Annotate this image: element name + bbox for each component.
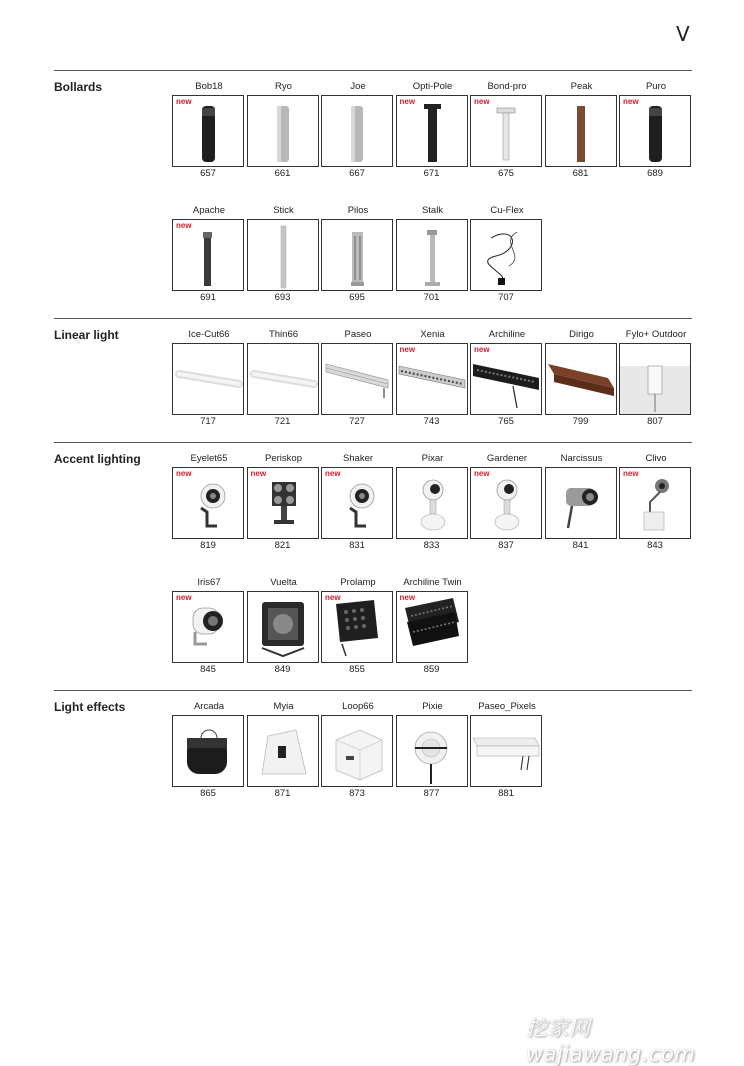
section-title: Accent lighting [54,452,141,466]
product-page-number: 657 [200,168,216,179]
product-page-number: 877 [423,788,440,799]
product-page-number: 689 [647,168,663,179]
product-card[interactable] [470,205,544,309]
product-card[interactable] [396,329,470,433]
product-name: Bob18 [195,81,223,92]
product-name: Paseo_Pixels [478,701,536,712]
product-card[interactable] [396,453,470,557]
product-page-number: 671 [423,168,440,179]
product-card[interactable] [545,81,619,185]
product-thumbnail[interactable] [321,715,393,787]
product-card[interactable] [396,205,470,309]
product-card[interactable] [396,81,470,185]
product-thumbnail[interactable] [545,343,617,415]
product-card[interactable] [172,205,246,309]
product-card[interactable] [470,701,544,805]
product-thumbnail[interactable] [172,219,244,291]
product-name: Stalk [421,205,444,216]
new-badge: new [176,221,192,230]
product-name: Archiline [488,329,526,340]
product-thumbnail[interactable] [172,343,244,415]
product-card[interactable] [470,453,544,557]
product-card[interactable] [470,329,544,433]
product-page-number: 661 [274,168,291,179]
product-card[interactable] [172,329,246,433]
product-page-number: 799 [572,416,589,427]
product-thumbnail[interactable] [470,715,542,787]
product-thumbnail[interactable] [321,219,393,291]
product-card[interactable] [172,81,246,185]
product-page-number: 807 [647,416,663,427]
product-thumbnail[interactable] [619,95,691,167]
product-name: Pilos [347,205,369,216]
product-thumbnail[interactable] [545,467,617,539]
product-name: Shaker [342,453,374,464]
product-name: Loop66 [342,701,374,712]
product-page-number: 871 [274,788,291,799]
new-badge: new [623,97,639,106]
product-thumbnail[interactable] [619,467,691,539]
product-page-number: 819 [200,540,216,551]
watermark-text: 挖家网 wajiawang.com [526,1016,696,1066]
new-badge: new [399,593,416,602]
product-card[interactable] [247,453,321,557]
product-page-number: 701 [423,292,440,303]
product-card[interactable] [172,453,246,557]
product-thumbnail[interactable] [172,95,244,167]
section-divider [54,70,692,71]
product-page-number: 833 [423,540,440,551]
new-badge: new [176,469,192,478]
product-thumbnail[interactable] [396,591,468,663]
product-page-number: 873 [349,788,365,799]
product-name: Iris67 [197,577,221,588]
product-page-number: 831 [349,540,365,551]
new-badge: new [474,469,490,478]
new-badge: new [623,469,639,478]
product-name: Thin66 [268,329,299,340]
product-thumbnail[interactable] [470,219,542,291]
product-card[interactable] [172,701,246,805]
product-card[interactable] [321,577,395,681]
product-name: Pixar [421,453,444,464]
product-name: Opti-Pole [412,81,453,92]
product-name: Joe [350,81,366,92]
product-name: Narcissus [560,453,603,464]
product-page-number: 849 [274,664,291,675]
new-badge: new [399,345,416,354]
section-divider [54,442,692,443]
product-card[interactable] [321,701,395,805]
product-name: Peak [570,81,593,92]
product-page-number: 681 [572,168,589,179]
product-name: Ice-Cut66 [188,329,230,340]
product-page-number: 881 [498,788,514,799]
product-page-number: 717 [200,416,216,427]
new-badge: new [325,593,341,602]
product-thumbnail[interactable] [172,591,244,663]
product-name: Paseo [344,329,372,340]
product-card[interactable] [545,329,619,433]
product-thumbnail[interactable] [247,467,319,539]
product-page-number: 727 [349,416,365,427]
product-thumbnail[interactable] [396,715,468,787]
new-badge: new [474,97,490,106]
product-thumbnail[interactable] [545,95,617,167]
product-thumbnail[interactable] [247,95,319,167]
product-name: Prolamp [340,577,376,588]
product-name: Myia [273,701,294,712]
product-page-number: 855 [349,664,365,675]
product-card[interactable] [470,81,544,185]
product-page-number: 837 [498,540,514,551]
product-page-number: 707 [498,292,514,303]
product-name: Puro [645,81,667,92]
page-section-letter: V [676,22,690,46]
product-name: Eyelet65 [190,453,228,464]
product-thumbnail[interactable] [247,715,319,787]
product-name: Pixie [422,701,443,712]
product-thumbnail[interactable] [470,343,542,415]
product-card[interactable] [321,329,395,433]
product-card[interactable] [396,577,470,681]
product-thumbnail[interactable] [321,467,393,539]
product-page-number: 667 [349,168,365,179]
product-name: Cu-Flex [490,205,524,216]
product-card[interactable] [247,329,321,433]
product-name: Clivo [645,453,667,464]
product-page-number: 821 [274,540,291,551]
new-badge: new [176,593,192,602]
product-page-number: 693 [274,292,291,303]
product-thumbnail[interactable] [321,95,393,167]
product-page-number: 865 [200,788,216,799]
product-page-number: 845 [200,664,216,675]
product-card[interactable] [321,453,395,557]
product-thumbnail[interactable] [396,219,468,291]
product-name: Xenia [420,329,445,340]
product-thumbnail[interactable] [396,467,468,539]
product-name: Dirigo [569,329,594,340]
product-page-number: 721 [274,416,291,427]
product-name: Fylo+ Outdoor [625,329,687,340]
product-thumbnail[interactable] [321,591,393,663]
new-badge: new [474,345,490,354]
product-card[interactable] [545,453,619,557]
new-badge: new [325,469,341,478]
section-title: Light effects [54,700,126,714]
new-badge: new [250,469,267,478]
product-thumbnail[interactable] [619,343,691,415]
product-card[interactable] [396,701,470,805]
product-thumbnail[interactable] [396,95,468,167]
product-thumbnail[interactable] [470,95,542,167]
product-name: Apache [192,205,226,216]
product-card[interactable] [247,205,321,309]
section-divider [54,318,692,319]
product-card[interactable] [619,329,693,433]
product-thumbnail[interactable] [247,591,319,663]
product-page-number: 675 [498,168,514,179]
product-page-number: 765 [498,416,514,427]
product-name: Bond-pro [487,81,527,92]
product-thumbnail[interactable] [172,715,244,787]
product-thumbnail[interactable] [321,343,393,415]
product-name: Vuelta [270,577,297,588]
product-card[interactable] [247,81,321,185]
product-page-number: 859 [423,664,440,675]
product-thumbnail[interactable] [470,467,542,539]
section-title: Bollards [54,80,103,94]
product-card[interactable] [247,577,321,681]
product-card[interactable] [619,453,693,557]
product-page-number: 743 [423,416,440,427]
product-card[interactable] [619,81,693,185]
product-name: Stick [273,205,294,216]
section-divider [54,690,692,691]
product-name: Archiline Twin [403,577,462,588]
product-page-number: 841 [572,540,589,551]
product-name: Ryo [275,81,292,92]
product-page-number: 843 [647,540,663,551]
product-thumbnail[interactable] [247,343,319,415]
new-badge: new [176,97,192,106]
product-thumbnail[interactable] [396,343,468,415]
section-title: Linear light [54,328,119,342]
product-page-number: 691 [200,292,216,303]
product-card[interactable] [247,701,321,805]
product-thumbnail[interactable] [172,467,244,539]
product-name: Arcada [193,701,225,712]
product-name: Periskop [265,453,302,464]
product-thumbnail[interactable] [247,219,319,291]
product-name: Gardener [486,453,528,464]
product-page-number: 695 [349,292,365,303]
new-badge: new [399,97,416,106]
product-card[interactable] [321,205,395,309]
product-card[interactable] [172,577,246,681]
product-card[interactable] [321,81,395,185]
